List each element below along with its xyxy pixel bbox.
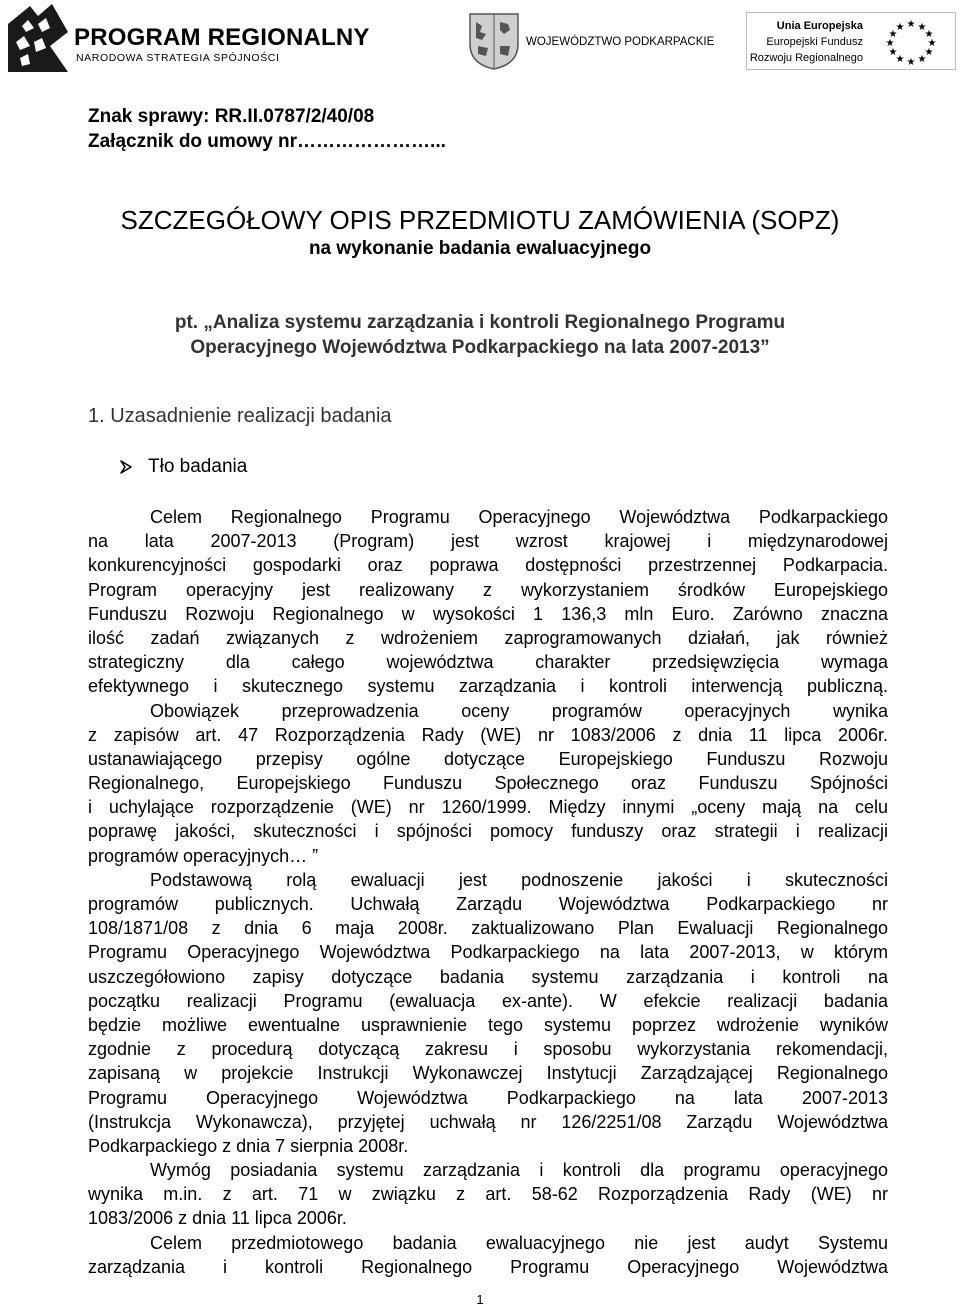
section-heading: 1. Uzasadnienie realizacji badania (88, 405, 392, 427)
body-line: Celem Regionalnego Programu Operacyjnego Województwa Podkarpackiego (150, 507, 888, 527)
body-line: początku realizacji Programu (ewaluacja ex-ante). W efekcie realizacji badania (88, 990, 888, 1011)
annex-line: Załącznik do umowy nr…………………... (88, 131, 446, 152)
topic-line-2: Operacyjnego Województwa Podkarpackiego na lata 2007-2013” (190, 337, 770, 358)
arrow-bullet-icon (118, 459, 134, 475)
eu-logo (746, 12, 956, 70)
svg-text:★: ★ (924, 47, 934, 58)
svg-text:★: ★ (888, 29, 898, 40)
body-line: konkurencyjności gospodarki oraz poprawa dostępności przestrzennej Podkarpacia. (88, 555, 888, 576)
svg-text:★: ★ (895, 54, 905, 65)
body-line: strategiczny dla całego województwa charakter przedsięwzięcia wymaga (88, 652, 888, 673)
body-line: ustanawiającego przepisy ogólne dotyczące Europejskiego Funduszu Rozwoju (88, 748, 888, 769)
body-line: i uchylające rozporządzenie (WE) nr 1260/1999. Między innymi „oceny mają na celu (88, 797, 888, 818)
eu-line-1: Unia Europejska (776, 20, 863, 32)
svg-text:★: ★ (927, 38, 937, 49)
body-line: programów operacyjnych… ” (88, 845, 319, 866)
body-line: 108/1871/08 z dnia 6 maja 2008r. zaktualizowano Plan Ewaluacji Regionalnego (88, 918, 888, 939)
coat-of-arms-icon (468, 12, 520, 70)
body-line: Programu Operacyjnego Województwa Podkarpackiego na lata 2007-2013 (88, 1087, 888, 1108)
region-name: WOJEWÓDZTWO PODKARPACKIE (526, 36, 715, 48)
case-number: Znak sprawy: RR.II.0787/2/40/08 (88, 106, 375, 127)
body-line: na lata 2007-2013 (Program) jest wzrost krajowej i międzynarodowej (88, 531, 888, 552)
page-number: 1 (476, 1292, 484, 1307)
body-line: z zapisów art. 47 Rozporządzenia Rady (WE) nr 1083/2006 z dnia 11 lipca 2006r. (88, 724, 888, 745)
body-line: Program operacyjny jest realizowany z wykorzystaniem środków Europejskiego (88, 579, 888, 600)
body-line: poprawę jakości, skuteczności i spójności pomocy funduszy oraz strategii i realizacji (88, 821, 888, 842)
body-line: zapisaną w projekcie Instrukcji Wykonawczej Instytucji Zarządzającej Regionalnego (88, 1063, 888, 1084)
subsection-heading-text: Tło badania (148, 456, 248, 477)
svg-text:★: ★ (917, 54, 927, 65)
body-line: Wymóg posiadania systemu zarządzania i kontroli dla programu operacyjnego (150, 1160, 888, 1181)
body-line: uszczegółowiono zapisy dotyczące badania systemu zarządzania i kontroli na (88, 966, 888, 987)
svg-text:★: ★ (888, 47, 898, 58)
body-line: Celem przedmiotowego badania ewaluacyjnego nie jest audyt Systemu (150, 1232, 888, 1253)
eu-line-3: Rozwoju Regionalnego (749, 52, 863, 64)
program-subtitle: NARODOWA STRATEGIA SPÓJNOŚCI (76, 52, 280, 64)
topic-line-1: pt. „Analiza systemu zarządzania i kontroli Regionalnego Programu (174, 312, 786, 333)
region-logo (468, 12, 718, 72)
body-line: zgodnie z procedurą dotyczącą zakresu i sposobu wykorzystania rekomendacji, (88, 1039, 888, 1060)
nss-emblem-icon (8, 2, 68, 72)
eu-text (750, 18, 863, 66)
document-title: SZCZEGÓŁOWY OPIS PRZEDMIOTU ZAMÓWIENIA (SOPZ) (120, 205, 840, 235)
svg-text:★: ★ (917, 22, 927, 33)
svg-text:★: ★ (906, 57, 916, 66)
body-line: ilość zadań związanych z wdrożeniem zaprogramowanych działań, jak również (88, 627, 888, 648)
program-title: PROGRAM REGIONALNY (74, 24, 370, 51)
body-line: będzie możliwe ewentualne usprawnienie tego systemu poprzez wdrożenie wyników (88, 1014, 888, 1035)
body-line: efektywnego i skutecznego systemu zarządzania i kontroli interwencją publiczną. (88, 676, 888, 697)
document-subtitle: na wykonanie badania ewaluacyjnego (308, 238, 652, 259)
body-line: wynika m.in. z art. 71 w związku z art. 58-62 Rozporządzenia Rady (WE) nr (88, 1184, 888, 1205)
body-line: zarządzania i kontroli Regionalnego Programu Operacyjnego Województwa (88, 1256, 888, 1277)
eu-flag-icon (871, 16, 951, 66)
body-line: 1083/2006 z dnia 11 lipca 2006r. (88, 1208, 347, 1229)
svg-text:★: ★ (895, 22, 905, 33)
svg-text:★: ★ (924, 29, 934, 40)
subsection-heading (118, 456, 247, 478)
body-line: Programu Operacyjnego Województwa Podkarpackiego na lata 2007-2013, w którym (88, 942, 888, 963)
eu-line-2: Europejski Fundusz (766, 36, 863, 48)
body-line: programów publicznych. Uchwałą Zarządu Województwa Podkarpackiego nr (88, 894, 888, 914)
body-line: Podkarpackiego z dnia 7 sierpnia 2008r. (88, 1135, 409, 1156)
body-line: (Instrukcja Wykonawcza), przyjętej uchwałą nr 126/2251/08 Zarządu Województwa (88, 1111, 888, 1132)
svg-text:★: ★ (906, 19, 916, 30)
body-line: Regionalnego, Europejskiego Funduszu Społecznego oraz Funduszu Spójności (88, 773, 888, 794)
body-line: Obowiązek przeprowadzenia oceny programów operacyjnych wynika (150, 700, 888, 721)
svg-text:★: ★ (885, 38, 895, 49)
body-text (88, 505, 888, 1279)
body-line: Podstawową rolą ewaluacji jest podnoszenie jakości i skuteczności (150, 869, 888, 890)
program-regionalny-logo (8, 2, 370, 74)
body-line: Funduszu Rozwoju Regionalnego w wysokości 1 136,3 mln Euro. Zarówno znaczna (88, 603, 888, 624)
